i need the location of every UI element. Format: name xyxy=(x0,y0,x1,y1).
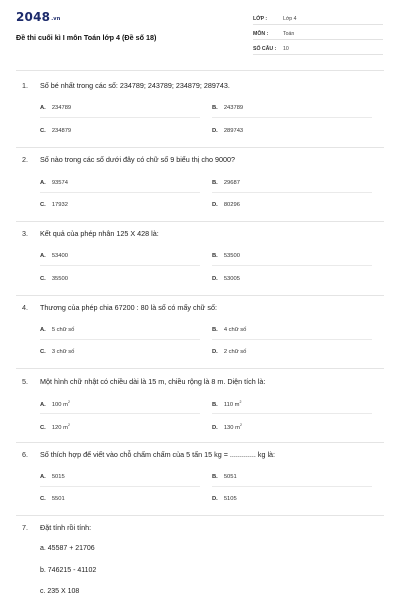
option-separator xyxy=(40,265,200,266)
exam-header xyxy=(0,0,400,62)
option-c[interactable]: C. 17932 xyxy=(40,202,68,208)
meta-subject-label: MÔN : xyxy=(253,31,269,37)
meta-count-value: 10 xyxy=(283,46,289,52)
question-text: Thương của phép chia 67200 : 80 là số có mấy chữ số: xyxy=(40,303,217,312)
question-number: 5. xyxy=(22,377,28,386)
option-c[interactable]: C. 3 chữ số xyxy=(40,349,75,355)
site-logo[interactable]: 2048.vn xyxy=(16,10,61,24)
option-a[interactable]: A. 5015 xyxy=(40,474,65,480)
meta-question-count xyxy=(253,43,383,55)
question-text: Số nào trong các số dưới đây có chữ số 9 biểu thị cho 9000? xyxy=(40,155,235,164)
meta-class-value: Lớp 4 xyxy=(283,16,297,22)
question-number: 3. xyxy=(22,229,28,238)
option-separator xyxy=(212,265,372,266)
option-separator xyxy=(212,413,372,414)
option-separator xyxy=(212,192,372,193)
option-c[interactable]: C. 5501 xyxy=(40,496,65,502)
option-a[interactable]: A. 93574 xyxy=(40,180,68,186)
option-b[interactable]: B. 29687 xyxy=(212,180,240,186)
question-number: 7. xyxy=(22,523,28,532)
option-d[interactable]: D. 2 chữ số xyxy=(212,349,247,355)
option-a[interactable]: A. 100 $m^2$ xyxy=(40,400,70,408)
option-b[interactable]: B. 243789 xyxy=(212,105,244,111)
option-b[interactable]: B. 110 $m^2$ xyxy=(212,400,242,408)
option-separator xyxy=(212,339,372,340)
sub-question-b: b. 746215 - 41102 xyxy=(40,567,97,574)
option-d[interactable]: D. 53005 xyxy=(212,276,240,282)
option-d[interactable]: D. 289743 xyxy=(212,128,244,134)
option-separator xyxy=(40,339,200,340)
option-d[interactable]: D. 5105 xyxy=(212,496,237,502)
question-number: 6. xyxy=(22,450,28,459)
meta-class-label: LỚP : xyxy=(253,16,268,22)
option-c[interactable]: C. 234879 xyxy=(40,128,72,134)
question-divider xyxy=(16,515,384,516)
question-text: Số bé nhất trong các số: 234789; 243789; 234879; 289743. xyxy=(40,81,230,90)
option-a[interactable]: A. 53400 xyxy=(40,253,68,259)
option-a[interactable]: A. 234789 xyxy=(40,105,72,111)
sub-question-c: c. 235 X 108 xyxy=(40,588,80,595)
exam-title: Đề thi cuối kì I môn Toán lớp 4 (Đề số 18) xyxy=(16,33,157,42)
question-divider xyxy=(16,295,384,296)
meta-count-label: SỐ CÂU : xyxy=(253,46,277,52)
option-c[interactable]: C. 120 $m^2$ xyxy=(40,423,70,431)
question-divider xyxy=(16,147,384,148)
question-text: Kết quả của phép nhân 125 X 428 là: xyxy=(40,229,159,238)
option-separator xyxy=(40,486,200,487)
option-separator xyxy=(212,486,372,487)
option-b[interactable]: B. 4 chữ số xyxy=(212,327,247,333)
question-number: 4. xyxy=(22,303,28,312)
sub-question-a: a. 45587 + 21706 xyxy=(40,545,95,552)
question-number: 1. xyxy=(22,81,28,90)
question-divider xyxy=(16,221,384,222)
question-number: 2. xyxy=(22,155,28,164)
option-a[interactable]: A. 5 chữ số xyxy=(40,327,75,333)
option-b[interactable]: B. 53500 xyxy=(212,253,240,259)
question-text: Số thích hợp để viết vào chỗ chấm chấm của 5 tấn 15 kg = ............. kg là: xyxy=(40,450,276,459)
option-c[interactable]: C. 35500 xyxy=(40,276,68,282)
option-d[interactable]: D. 130 $m^2$ xyxy=(212,423,242,431)
question-text: Đặt tính rồi tính: xyxy=(40,523,92,532)
option-separator xyxy=(40,117,200,118)
question-text: Một hình chữ nhật có chiều dài là 15 m, chiều rộng là 8 m. Diện tích là: xyxy=(40,377,266,386)
meta-class xyxy=(253,13,383,25)
option-separator xyxy=(212,117,372,118)
section-divider xyxy=(16,70,384,71)
meta-subject xyxy=(253,28,383,40)
option-separator xyxy=(40,413,200,414)
option-separator xyxy=(40,192,200,193)
option-b[interactable]: B. 5051 xyxy=(212,474,237,480)
option-d[interactable]: D. 80296 xyxy=(212,202,240,208)
meta-subject-value: Toán xyxy=(283,31,295,37)
question-divider xyxy=(16,368,384,369)
question-divider xyxy=(16,442,384,443)
